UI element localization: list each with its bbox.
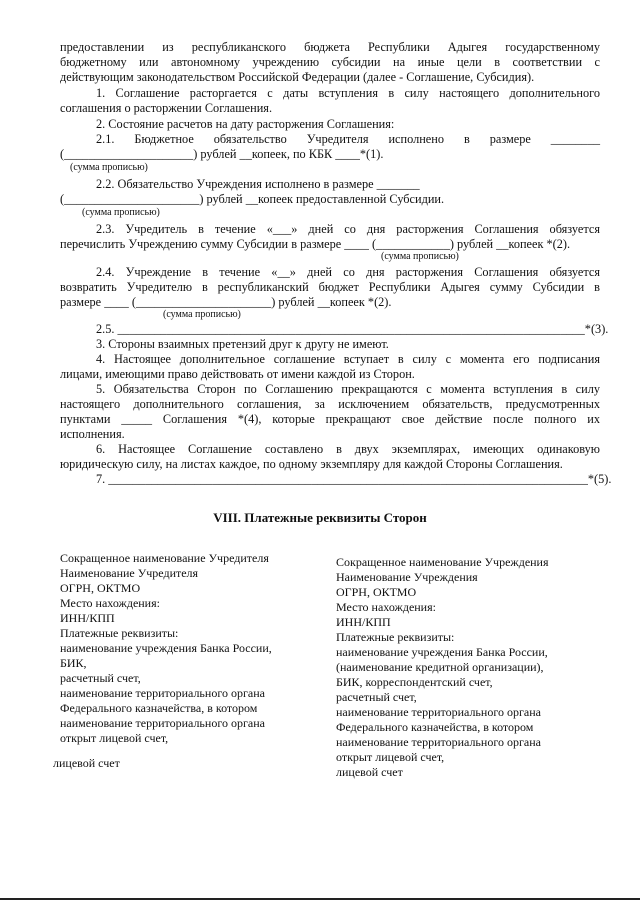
founder-bank-name: наименование учреждения Банка России, (60, 641, 272, 655)
clause-2-1-line: 2.1. Бюджетное обязательство Учредителя исполнено в размере ________ (96, 132, 600, 146)
clause-2-3-line: 2.3. Учредитель в течение «___» дней со дня расторжения Соглашения обязуется (96, 222, 600, 236)
amount-in-words-caption: (сумма прописью) (163, 309, 241, 320)
founder-treasury-body: Федерального казначейства, в котором (60, 701, 258, 715)
founder-personal-account: лицевой счет (53, 756, 120, 770)
clause-2-1-line: (_____________________) рублей __копеек, по КБК ____*(1). (60, 147, 384, 161)
clause-6-line: 6. Настоящее Соглашение составлено в двух экземплярах, имеющих одинаковую (96, 442, 600, 456)
founder-name: Наименование Учредителя (60, 566, 199, 580)
clause-2-2-line: 2.2. Обязательство Учреждения исполнено в размере _______ (96, 177, 420, 191)
founder-ogrn-oktmo: ОГРН, ОКТМО (60, 581, 141, 595)
founder-treasury-body: наименование территориального органа (60, 686, 265, 700)
institution-account-opened: открыт лицевой счет, (336, 750, 445, 764)
founder-treasury-body: наименование территориального органа (60, 716, 265, 730)
clause-2-3-line: перечислить Учреждению сумму Субсидии в размере ____ (____________) рублей __копеек *(2). (60, 237, 571, 251)
institution-short-name: Сокращенное наименование Учреждения (336, 555, 549, 569)
amount-in-words-caption: (сумма прописью) (70, 162, 148, 173)
founder-short-name: Сокращенное наименование Учредителя (60, 551, 269, 565)
clause-2-4-line: 2.4. Учреждение в течение «__» дней со дня расторжения Соглашения обязуется (96, 265, 600, 279)
institution-name: Наименование Учреждения (336, 570, 478, 584)
institution-credit-org: (наименование кредитной организации), (336, 660, 544, 674)
section-title: VIII. Платежные реквизиты Сторон (213, 510, 427, 525)
clause-2-line: 2. Состояние расчетов на дату расторжения Соглашения: (96, 117, 395, 131)
clause-5-line: 5. Обязательства Сторон по Соглашению прекращаются с момента вступления в силу (96, 382, 600, 396)
clause-2-5-line: 2.5. ____________________________________________________________________________*(3). (96, 322, 609, 336)
founder-account-opened: открыт лицевой счет, (60, 731, 169, 745)
institution-inn-kpp: ИНН/КПП (336, 615, 391, 629)
institution-payment-details-label: Платежные реквизиты: (336, 630, 455, 644)
paragraph-intro-line: действующим законодательством Российской Федерации (далее - Соглашение, Субсидия). (60, 70, 535, 84)
institution-personal-account: лицевой счет (336, 765, 403, 779)
amount-in-words-caption: (сумма прописью) (82, 207, 160, 218)
founder-inn-kpp: ИНН/КПП (60, 611, 115, 625)
institution-bik-corr-account: БИК, корреспондентский счет, (336, 675, 493, 689)
institution-address: Место нахождения: (336, 600, 436, 614)
institution-treasury-body: Федерального казначейства, в котором (336, 720, 534, 734)
clause-5-line: настоящего дополнительного соглашения, за исключением обязательств, предусмотренных (60, 397, 600, 411)
clause-2-4-line: размере ____ (______________________) рублей __копеек *(2). (60, 295, 392, 309)
clause-7-line: 7. ______________________________________________________________________________*(5). (96, 472, 612, 486)
founder-payment-details-label: Платежные реквизиты: (60, 626, 179, 640)
paragraph-intro-line: предоставлении из республиканского бюджета Республики Адыгея государственному (60, 40, 600, 54)
institution-settlement-account: расчетный счет, (336, 690, 417, 704)
clause-1-line: 1. Соглашение расторгается с даты вступления в силу настоящего дополнительного (96, 86, 600, 100)
clause-2-2-line: (______________________) рублей __копеек предоставленной Субсидии. (60, 192, 445, 206)
clause-5-line: пунктами _____ Соглашения *(4), которые прекращают свое действие после полного их (60, 412, 600, 426)
clause-6-line: юридическую силу, на листах каждое, по одному экземпляру для каждой Стороны Соглашения. (60, 457, 563, 471)
founder-bik: БИК, (60, 656, 87, 670)
clause-2-4-line: возвратить Учредителю в республиканский бюджет Республики Адыгея сумму Субсидии в (60, 280, 600, 294)
clause-3-line: 3. Стороны взаимных претензий друг к другу не имеют. (96, 337, 389, 351)
clause-4-line: 4. Настоящее дополнительное соглашение вступает в силу с момента его подписания (96, 352, 600, 366)
institution-ogrn-oktmo: ОГРН, ОКТМО (336, 585, 417, 599)
clause-5-line: исполнения. (60, 427, 125, 441)
clause-4-line: лицами, имеющими право действовать от имени каждой из Сторон. (60, 367, 415, 381)
founder-settlement-account: расчетный счет, (60, 671, 141, 685)
scan-edge-line (0, 898, 640, 900)
institution-treasury-body: наименование территориального органа (336, 705, 541, 719)
clause-1-line: соглашения о расторжении Соглашения. (60, 101, 273, 115)
paragraph-intro-line: бюджетному или автономному учреждению субсидии на иные цели в соответствии с (60, 55, 600, 69)
amount-in-words-caption: (сумма прописью) (381, 251, 459, 262)
founder-address: Место нахождения: (60, 596, 160, 610)
institution-treasury-body: наименование территориального органа (336, 735, 541, 749)
institution-bank-name: наименование учреждения Банка России, (336, 645, 548, 659)
